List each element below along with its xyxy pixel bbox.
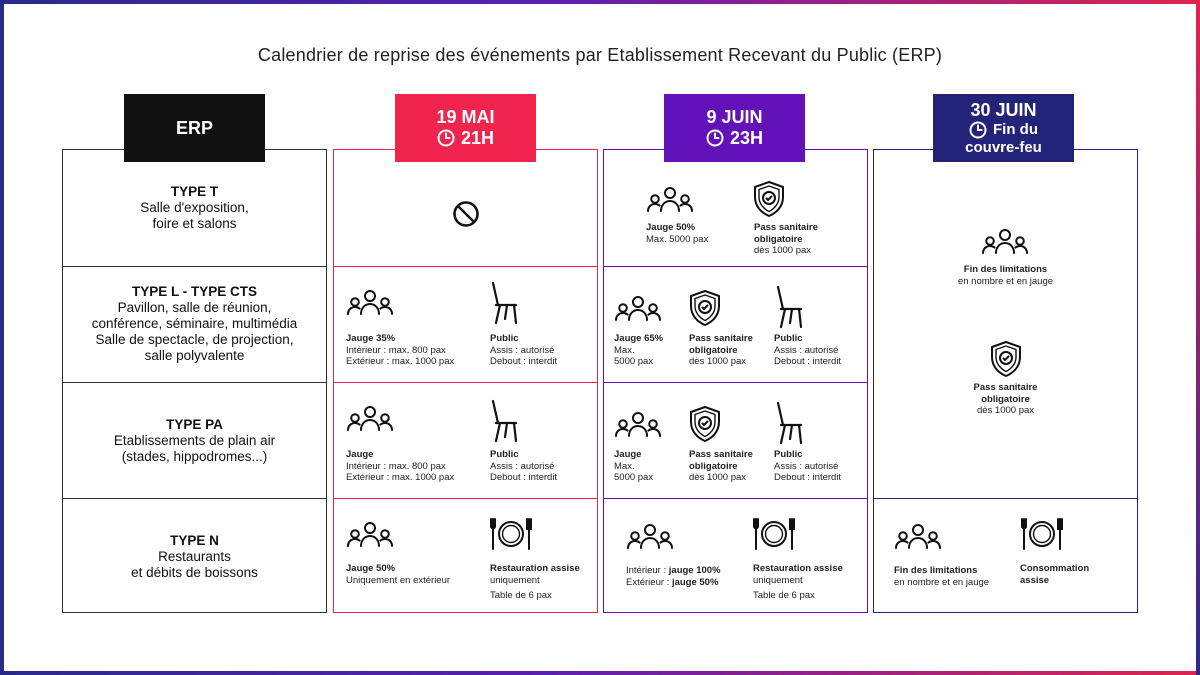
june30-column (873, 149, 1138, 613)
people-icon (894, 523, 942, 549)
people-icon (346, 521, 394, 547)
people-icon (346, 405, 394, 431)
people-icon (981, 228, 1029, 254)
chair-icon (774, 401, 804, 445)
june30-header: 30 JUIN Fin du couvre-feu (933, 94, 1074, 162)
row-type: TYPE N (170, 533, 219, 548)
may-pa-public: Public Assis : autorisé Debout : interdit (490, 449, 558, 483)
june30-row-n (874, 498, 1137, 614)
chair-icon (774, 285, 804, 329)
people-icon (646, 186, 694, 212)
clock-icon (437, 129, 455, 147)
june9-n-resto: Restauration assise uniquement Table de 6 pax (753, 563, 843, 601)
may-l-public: Public Assis : autorisé Debout : interdit (490, 333, 558, 367)
june30-row-tlpa (874, 150, 1137, 498)
may-n-resto: Restauration assise uniquement Table de 6 pax (490, 563, 580, 601)
chair-icon (489, 281, 519, 325)
june9-pa-jauge: Jauge Max. 5000 pax (614, 449, 654, 483)
june9-row-l (604, 266, 867, 382)
may-column (333, 149, 598, 613)
june9-row-t (604, 150, 867, 266)
people-icon (626, 523, 674, 549)
may-n-jauge: Jauge 50% Uniquement en extérieur (346, 563, 451, 586)
forbidden-icon (452, 200, 480, 228)
people-icon (346, 289, 394, 315)
june9-l-jauge: Jauge 65% Max. 5000 pax (614, 333, 664, 367)
june9-n-jauge: Intérieur : jauge 100% Extérieur : jauge 50% (626, 565, 721, 588)
row-type: TYPE T (170, 184, 219, 199)
erp-row-n: TYPE N Restaurants et débits de boissons (63, 498, 326, 614)
shield-check-icon (688, 289, 722, 327)
june9-l-pass: Pass sanitaire obligatoire dès 1000 pax (689, 333, 753, 367)
june9-pa-public: Public Assis : autorisé Debout : interdit (774, 449, 842, 483)
june9-header: 9 JUIN 23H (664, 94, 805, 162)
june9-l-public: Public Assis : autorisé Debout : interdit (774, 333, 842, 367)
june30-n-lim: Fin des limitations en nombre et en jauge (894, 565, 990, 588)
june9-pa-pass: Pass sanitaire obligatoire dès 1000 pax (689, 449, 753, 483)
erp-column (62, 149, 327, 613)
plate-cutlery-icon (1020, 517, 1064, 551)
june9-t-pass: Pass sanitaire obligatoire dès 1000 pax (754, 222, 818, 256)
may-row-n (334, 498, 597, 614)
clock-icon (706, 129, 724, 147)
june9-row-pa (604, 382, 867, 498)
may-row-l (334, 266, 597, 382)
shield-check-icon (989, 340, 1023, 378)
may-row-t (334, 150, 597, 266)
people-icon (614, 411, 662, 437)
plate-cutlery-icon (489, 517, 533, 551)
erp-row-l: TYPE L - TYPE CTS Pavillon, salle de réunion, conférence, séminaire, multimédia Salle de spectacle, de projection, salle polyvalente (63, 266, 326, 382)
people-icon (614, 295, 662, 321)
june9-column (603, 149, 868, 613)
erp-header: ERP (124, 94, 265, 162)
may-row-pa (334, 382, 597, 498)
shield-check-icon (688, 405, 722, 443)
may-pa-jauge: Jauge Intérieur : max. 800 pax Extérieur : max. 1000 pax (346, 449, 455, 483)
erp-row-t: TYPE T Salle d'exposition, foire et salons (63, 150, 326, 266)
row-type: TYPE L - TYPE CTS (131, 284, 258, 299)
shield-check-icon (752, 180, 786, 218)
erp-row-pa: TYPE PA Etablissements de plain air (stades, hippodromes...) (63, 382, 326, 498)
chair-icon (489, 399, 519, 443)
june9-t-jauge: Jauge 50% Max. 5000 pax (646, 222, 709, 245)
row-type: TYPE PA (166, 417, 223, 432)
june30-lim: Fin des limitations en nombre et en jauge (957, 264, 1054, 287)
may-header: 19 MAI 21H (395, 94, 536, 162)
plate-cutlery-icon (752, 517, 796, 551)
clock-icon (969, 121, 987, 139)
may-l-jauge: Jauge 35% Intérieur : max. 800 pax Extérieur : max. 1000 pax (346, 333, 455, 367)
june30-n-conso: Consommation assise (1020, 563, 1090, 586)
june9-row-n (604, 498, 867, 614)
page-title: Calendrier de reprise des événements par Etablissement Recevant du Public (ERP) (257, 45, 943, 65)
june30-pass: Pass sanitaire obligatoire dès 1000 pax (973, 382, 1038, 416)
